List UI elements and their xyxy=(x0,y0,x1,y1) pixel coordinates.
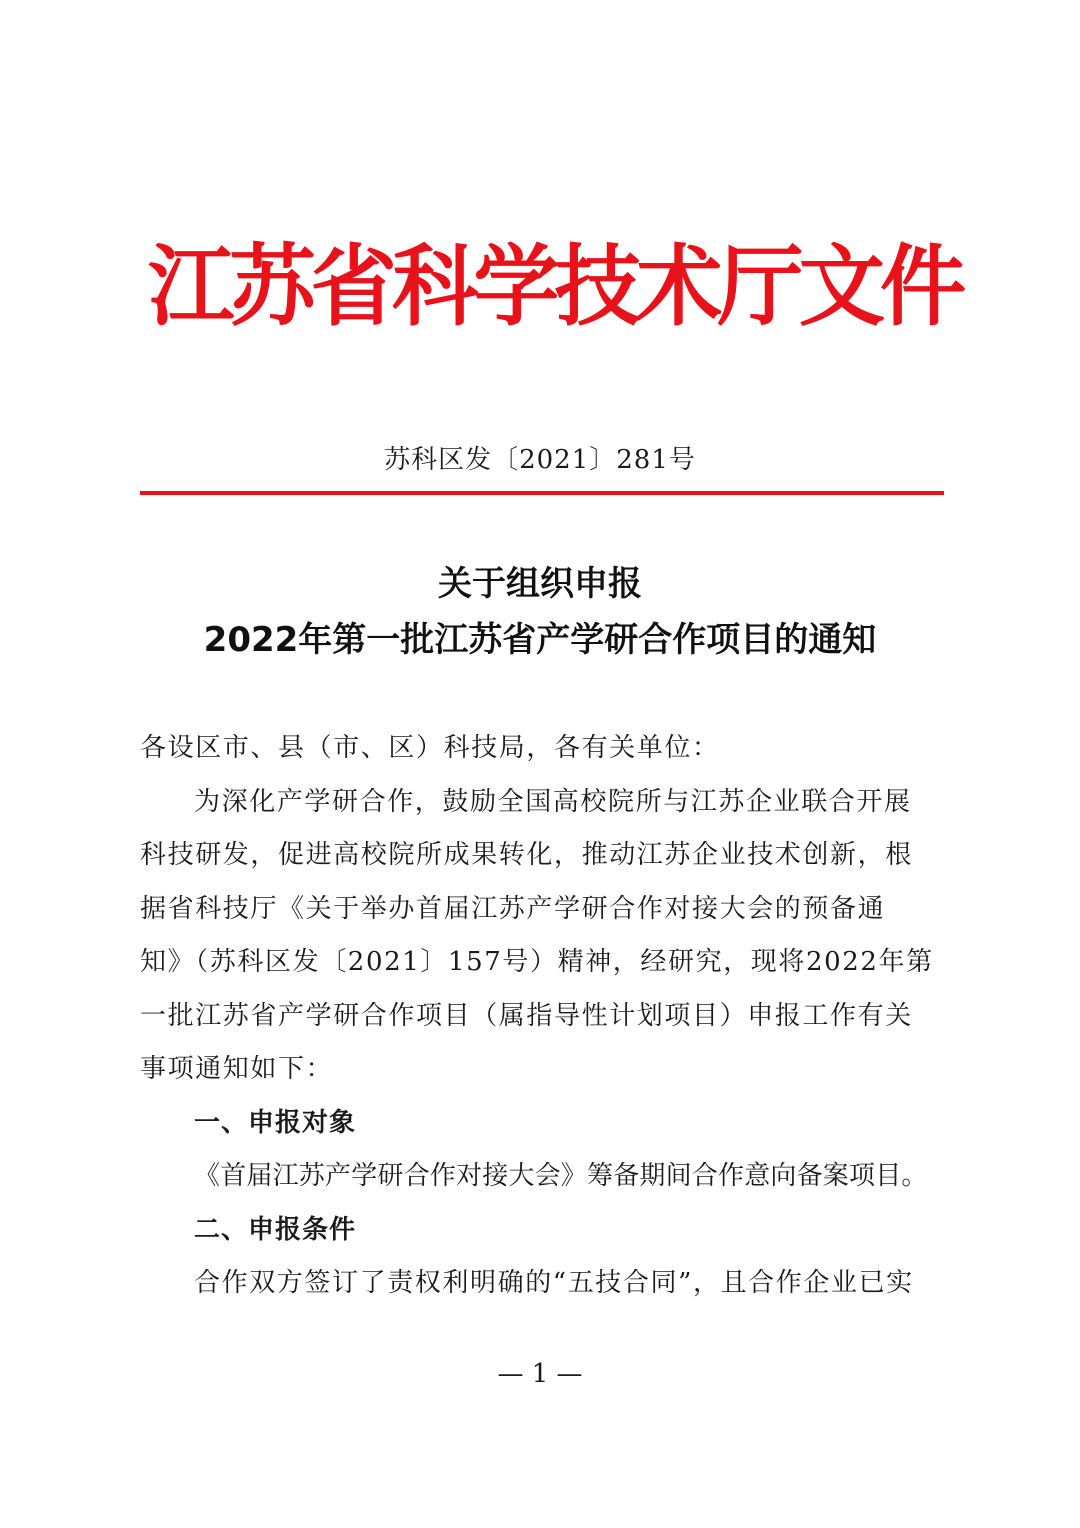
section-heading-applicants: 一、申报对象 xyxy=(194,1107,357,1138)
paragraph-line: 知》（苏科区发〔2021〕157号）精神，经研究，现将2022年第 xyxy=(140,947,934,977)
notice-title-line-2: 2022年第一批江苏省产学研合作项目的通知 xyxy=(203,620,877,660)
document-body xyxy=(140,722,940,1311)
notice-title-line-1: 关于组织申报 xyxy=(438,564,642,604)
paragraph-line: 据省科技厅《关于举办首届江苏产学研合作对接大会的预备通 xyxy=(140,893,886,924)
red-divider-rule xyxy=(140,491,944,495)
notice-title xyxy=(100,556,980,668)
section-text-applicants: 《首届江苏产学研合作对接大会》筹备期间合作意向备案项目。 xyxy=(194,1161,928,1191)
paragraph-line: 事项通知如下： xyxy=(140,1054,334,1084)
section-heading-conditions: 二、申报条件 xyxy=(194,1214,357,1245)
paragraph-line: 科技研发，促进高校院所成果转化，推动江苏企业技术创新，根 xyxy=(140,840,913,870)
paragraph-line: 为深化产学研合作，鼓励全国高校院所与江苏企业联合开展 xyxy=(194,786,912,817)
section-text-conditions: 合作双方签订了责权利明确的“五技合同”，且合作企业已实 xyxy=(194,1268,914,1298)
masthead-title: 江苏省科学技术厅文件 xyxy=(148,235,962,338)
salutation: 各设区市、县（市、区）科技局，各有关单位： xyxy=(140,733,720,763)
page-number: — 1 — xyxy=(497,1359,583,1389)
document-number: 苏科区发〔2021〕281号 xyxy=(384,445,696,475)
paragraph-line: 一批江苏省产学研合作项目（属指导性计划项目）申报工作有关 xyxy=(140,1000,913,1031)
